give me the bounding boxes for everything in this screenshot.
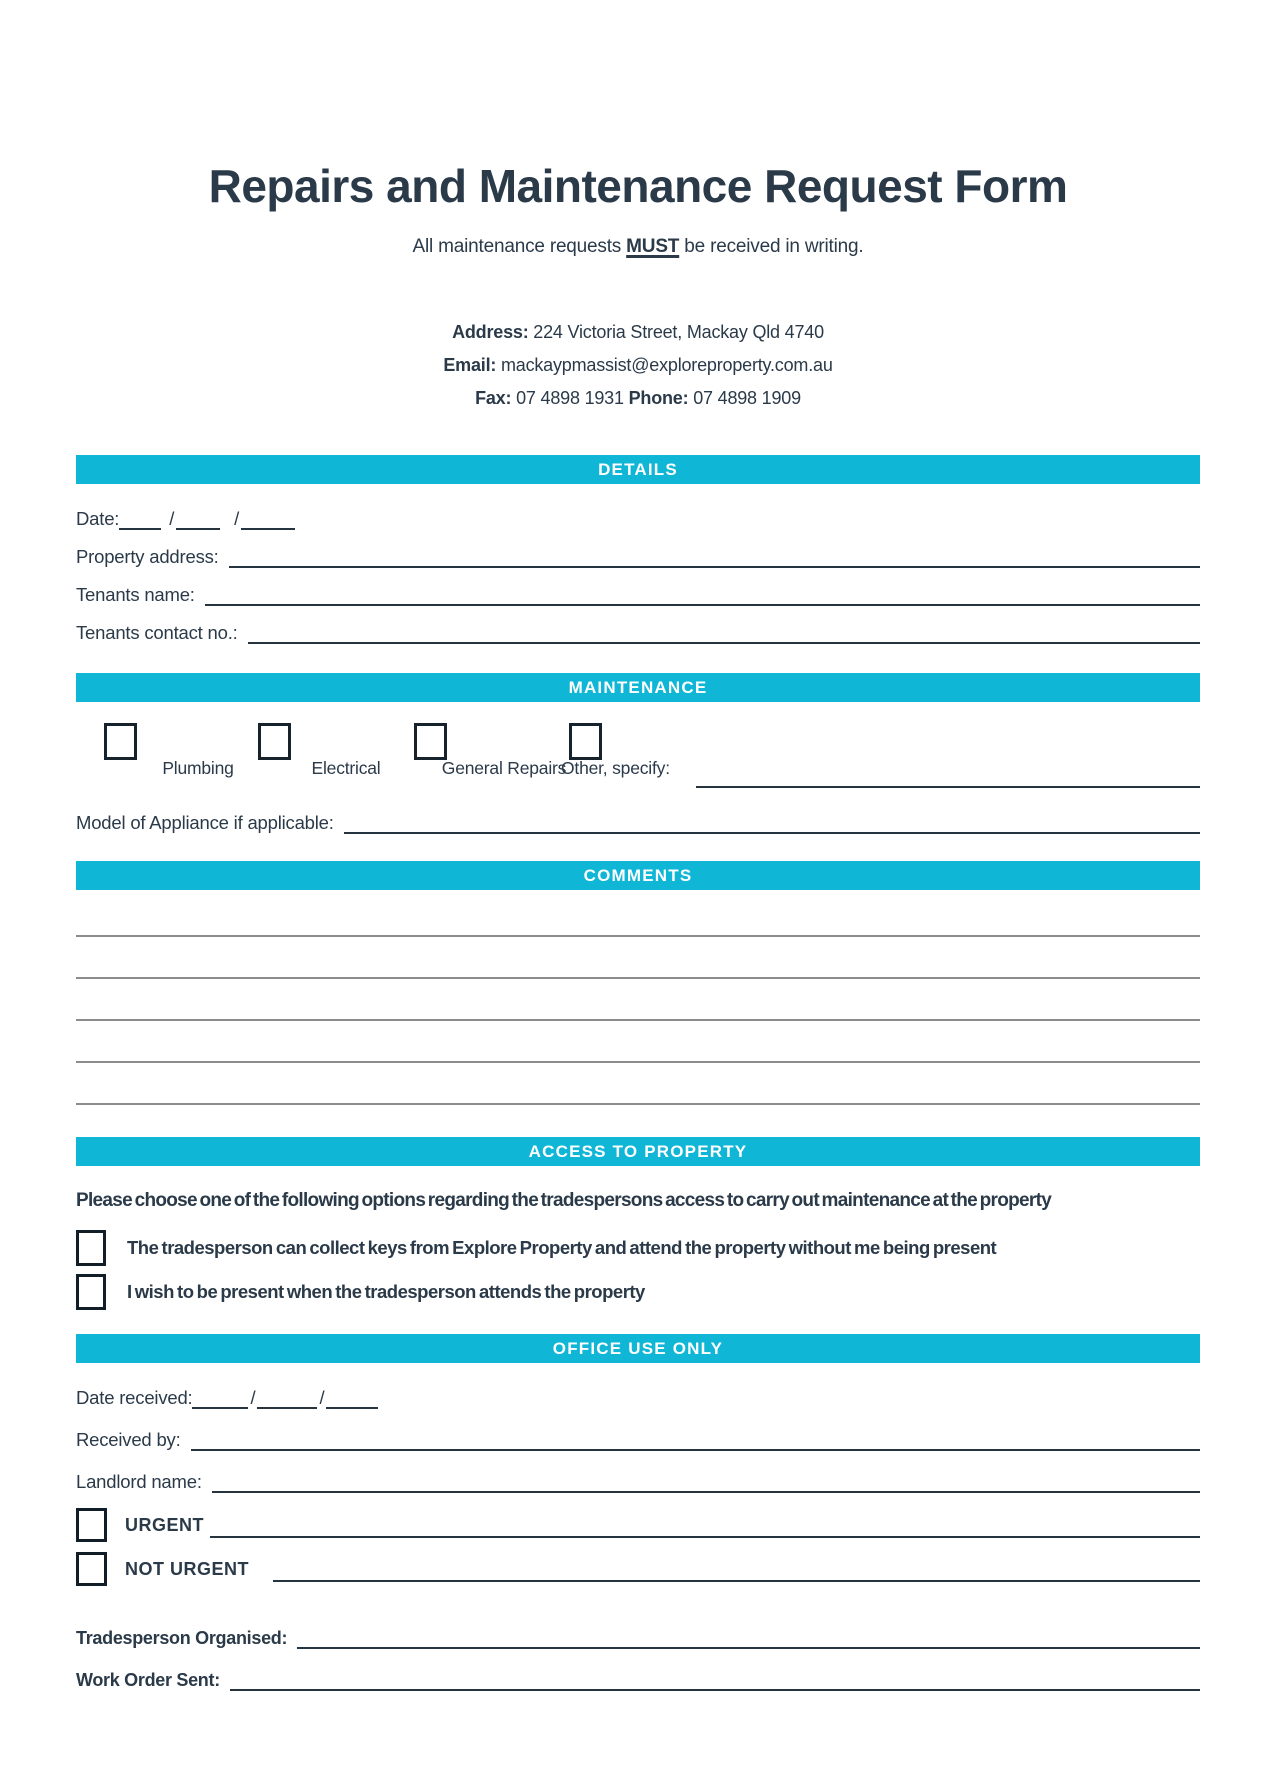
urgent-input[interactable] <box>210 1536 1200 1538</box>
not-urgent-input[interactable] <box>273 1580 1200 1582</box>
urgent-label: URGENT <box>125 1514 204 1535</box>
be-present-label: I wish to be present when the tradesperson attends the property <box>127 1281 645 1302</box>
tenants-contact-label: Tenants contact no.: <box>76 622 238 643</box>
comments-area[interactable] <box>76 935 1200 1105</box>
email-value: mackaypmassist@exploreproperty.com.au <box>496 355 833 375</box>
not-urgent-label: NOT URGENT <box>125 1558 249 1579</box>
date-month-input[interactable] <box>176 528 220 530</box>
tenants-name-row <box>76 582 1200 606</box>
access-option-be-present <box>76 1274 1200 1310</box>
date-received-row <box>76 1383 1200 1409</box>
urgent-row <box>76 1507 1200 1543</box>
not-urgent-row <box>76 1551 1200 1587</box>
plumbing-checkbox[interactable] <box>104 723 137 760</box>
subtitle-suffix: be received in writing. <box>679 236 864 257</box>
received-by-row <box>76 1425 1200 1451</box>
section-header-details: DETAILS <box>76 455 1200 484</box>
be-present-checkbox[interactable] <box>76 1274 106 1310</box>
general-repairs-label: General Repairs <box>441 758 567 778</box>
work-order-sent-label: Work Order Sent: <box>76 1670 220 1690</box>
access-option-collect-keys <box>76 1230 1200 1266</box>
contact-fax-phone-line <box>76 382 1200 415</box>
other-checkbox[interactable] <box>569 723 602 760</box>
maintenance-options-row <box>76 702 1200 798</box>
fax-label: Fax: <box>475 388 512 408</box>
tenants-contact-row <box>76 620 1200 644</box>
form-subtitle <box>76 236 1200 258</box>
landlord-name-label: Landlord name: <box>76 1471 202 1492</box>
fax-value: 07 4898 1931 <box>511 388 629 408</box>
date-label: Date: <box>76 508 120 529</box>
address-value: 224 Victoria Street, Mackay Qld 4740 <box>528 322 824 342</box>
collect-keys-checkbox[interactable] <box>76 1230 106 1266</box>
subtitle-prefix: All maintenance requests <box>412 236 627 257</box>
page-title: Repairs and Maintenance Request Form <box>208 160 1068 212</box>
comments-line[interactable] <box>76 977 1200 979</box>
email-label: Email: <box>443 355 497 375</box>
property-address-input[interactable] <box>229 566 1200 568</box>
property-address-label: Property address: <box>76 546 219 567</box>
plumbing-label: Plumbing <box>162 758 234 778</box>
date-separator-2: / <box>234 508 240 529</box>
comments-line[interactable] <box>76 1019 1200 1021</box>
model-appliance-label: Model of Appliance if applicable: <box>76 812 334 833</box>
work-order-sent-row <box>76 1665 1200 1691</box>
landlord-name-row <box>76 1467 1200 1493</box>
date-received-day-input[interactable] <box>192 1407 248 1409</box>
urgent-checkbox[interactable] <box>76 1508 107 1542</box>
other-specify-input[interactable] <box>696 786 1200 788</box>
contact-block <box>76 316 1200 415</box>
date-row <box>76 506 1200 530</box>
date-received-month-input[interactable] <box>257 1407 317 1409</box>
tradesperson-organised-row <box>76 1623 1200 1649</box>
comments-line[interactable] <box>76 1103 1200 1105</box>
section-header-access: ACCESS TO PROPERTY <box>76 1137 1200 1166</box>
comments-line[interactable] <box>76 1061 1200 1063</box>
model-appliance-row <box>76 808 1200 834</box>
date-received-year-input[interactable] <box>326 1407 378 1409</box>
date-day-input[interactable] <box>119 528 161 530</box>
contact-email-line <box>76 349 1200 382</box>
section-header-maintenance: MAINTENANCE <box>76 673 1200 702</box>
comments-line[interactable] <box>76 935 1200 937</box>
date-year-input[interactable] <box>241 528 295 530</box>
tradesperson-organised-input[interactable] <box>297 1647 1200 1649</box>
work-order-sent-input[interactable] <box>230 1689 1200 1691</box>
date-separator-1: / <box>169 508 175 529</box>
electrical-label: Electrical <box>311 758 381 778</box>
model-appliance-input[interactable] <box>344 832 1200 834</box>
received-by-input[interactable] <box>191 1449 1200 1451</box>
tenants-contact-input[interactable] <box>248 642 1200 644</box>
section-header-office-use: OFFICE USE ONLY <box>76 1334 1200 1363</box>
section-header-comments: COMMENTS <box>76 861 1200 890</box>
property-address-row <box>76 544 1200 568</box>
access-instruction: Please choose one of the following options regarding the tradespersons access to carry out maintenance at the property <box>76 1190 1052 1211</box>
received-by-label: Received by: <box>76 1429 181 1450</box>
other-specify-label: Other, specify: <box>561 758 670 778</box>
general-repairs-checkbox[interactable] <box>414 723 447 760</box>
landlord-name-input[interactable] <box>212 1491 1200 1493</box>
date-received-label: Date received: <box>76 1387 193 1408</box>
tenants-name-input[interactable] <box>205 604 1200 606</box>
not-urgent-checkbox[interactable] <box>76 1552 107 1586</box>
address-label: Address: <box>452 322 529 342</box>
collect-keys-label: The tradesperson can collect keys from Explore Property and attend the property without me being present <box>127 1237 997 1258</box>
tenants-name-label: Tenants name: <box>76 584 195 605</box>
contact-address-line <box>76 316 1200 349</box>
tradesperson-organised-label: Tradesperson Organised: <box>76 1628 288 1648</box>
date-received-separator-1: / <box>250 1387 256 1408</box>
subtitle-emphasis: MUST <box>626 236 680 257</box>
phone-value: 07 4898 1909 <box>688 388 801 408</box>
electrical-checkbox[interactable] <box>258 723 291 760</box>
phone-label: Phone: <box>628 388 689 408</box>
date-received-separator-2: / <box>319 1387 325 1408</box>
